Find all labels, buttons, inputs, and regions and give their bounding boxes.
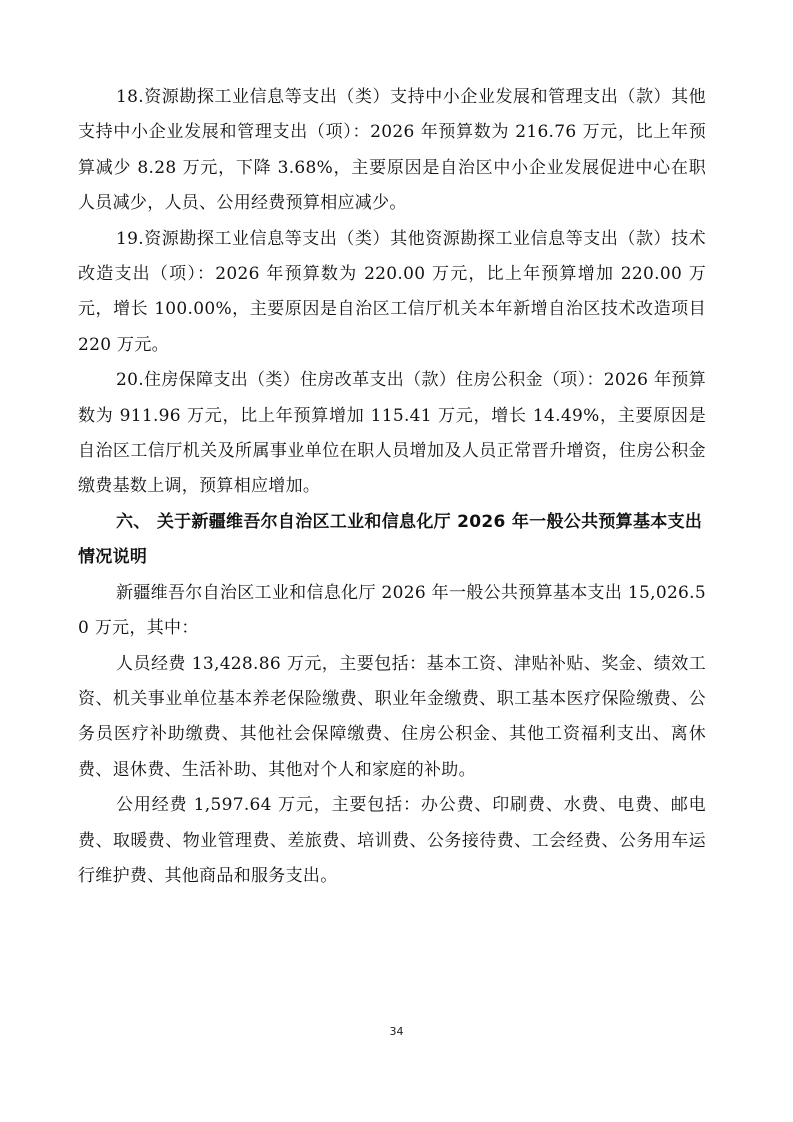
section-intro-paragraph: 新疆维吾尔自治区工业和信息化厅 2026 年一般公共预算基本支出 15,026.50 万元，其中： bbox=[78, 582, 706, 639]
paragraph-item-19: 19.资源勘探工业信息等支出（类）其他资源勘探工业信息等支出（款）技术改造支出（项）：2026 年预算数为 220.00 万元，比上年预算增加 220.00 万元，增长 100.00%，主要原因是自治区工信厅机关本年新增自治区技术改造项目 220 万元。 bbox=[78, 228, 706, 355]
section-heading-6: 六、 关于新疆维吾尔自治区工业和信息化厅 2026 年一般公共预算基本支出情况说明 bbox=[78, 511, 703, 568]
paragraph-item-20: 20.住房保障支出（类）住房改革支出（款）住房公积金（项）：2026 年预算数为 911.96 万元，比上年预算增加 115.41 万元，增长 14.49%，主要原因是自治区工信厅机关及所属事业单位在职人员增加及人员正常晋升增资，住房公积金缴费基数上调，预算相应增加。 bbox=[78, 370, 706, 497]
paragraph-item-18: 18.资源勘探工业信息等支出（类）支持中小企业发展和管理支出（款）其他支持中小企业发展和管理支出（项）：2026 年预算数为 216.76 万元，比上年预算减少 8.28 万元，下降 3.68%，主要原因是自治区中小企业发展促进中心在职人员减少，人员、公用经费预算相应减少。 bbox=[78, 87, 706, 214]
personnel-expense-paragraph: 人员经费 13,428.86 万元，主要包括：基本工资、津贴补贴、奖金、绩效工资、机关事业单位基本养老保险缴费、职业年金缴费、职工基本医疗保险缴费、公务员医疗补助缴费、其他社会保障缴费、住房公积金、其他工资福利支出、离休费、退休费、生活补助、其他对个人和家庭的补助。 bbox=[78, 653, 706, 780]
public-expense-paragraph: 公用经费 1,597.64 万元，主要包括：办公费、印刷费、水费、电费、邮电费、取暖费、物业管理费、差旅费、培训费、公务接待费、工会经费、公务用车运行维护费、其他商品和服务支出。 bbox=[78, 795, 706, 886]
page-number: 34 bbox=[389, 1025, 404, 1038]
document-page bbox=[78, 80, 706, 894]
